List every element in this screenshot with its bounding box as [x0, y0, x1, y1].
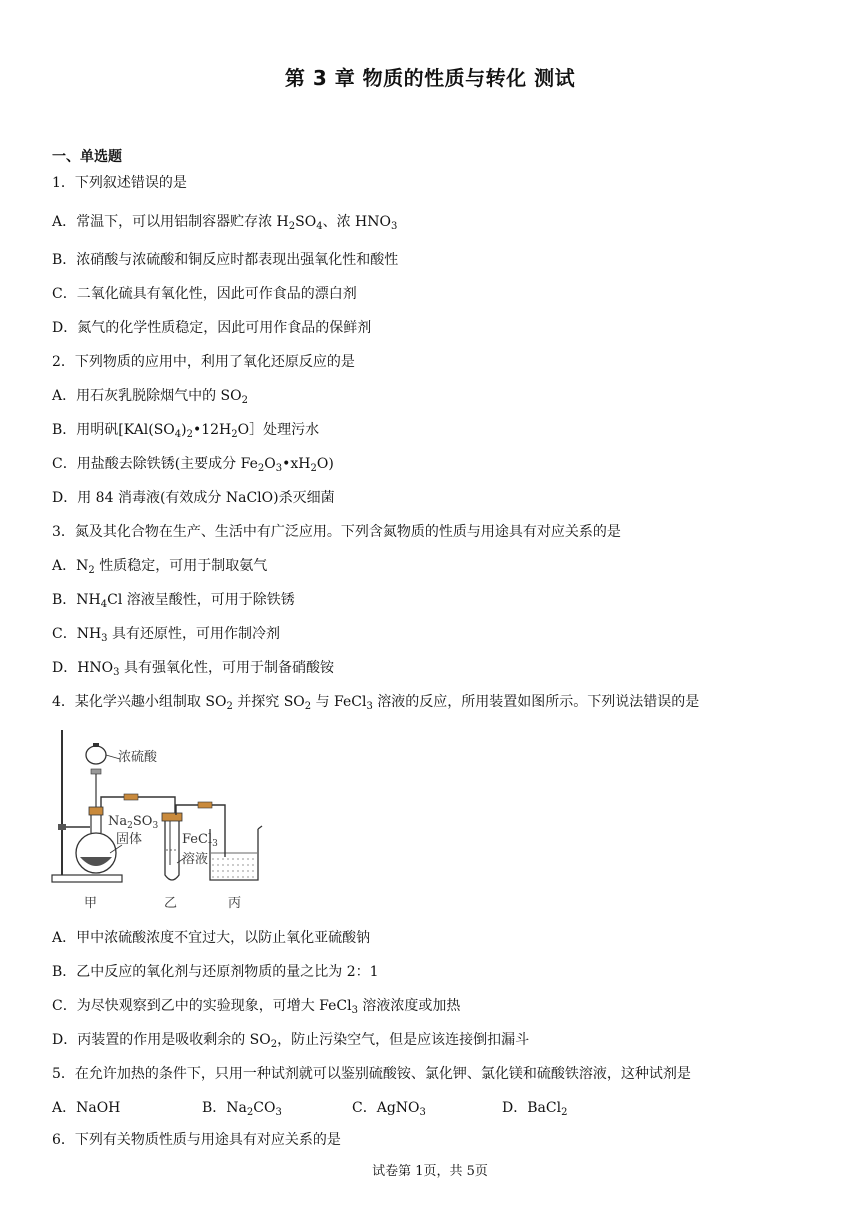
separatory-funnel: [86, 746, 106, 764]
label-concentrated-sulfuric-acid: 浓硫酸: [118, 750, 158, 765]
question-5-option-b: B．$Na_2CO_3$: [202, 1100, 282, 1118]
question-1-stem: 1．下列叙述错误的是: [52, 175, 187, 191]
tube-stopper: [162, 813, 182, 821]
beaker: [210, 829, 258, 880]
question-2-stem: 2．下列物质的应用中，利用了氧化还原反应的是: [52, 354, 355, 370]
question-1-option-b: B．浓硝酸与浓硫酸和铜反应时都表现出强氧化性和酸性: [52, 252, 399, 268]
funnel-stopcock: [91, 769, 101, 774]
stand-base: [52, 875, 122, 882]
label-fecl3: FeCl$_3$: [182, 832, 218, 849]
question-1-option-c: C．二氧化硫具有氧化性，因此可作食品的漂白剂: [52, 286, 357, 302]
question-2-option-c: C．用盐酸去除铁锈(主要成分 $Fe_2O_3•xH_2O$): [52, 456, 334, 474]
question-2-option-d: D．用 84 消毒液(有效成分 NaClO)杀灭细菌: [52, 490, 335, 506]
label-jia: 甲: [84, 896, 98, 911]
question-4-option-d: D．丙装置的作用是吸收剩余的 $SO_2$，防止污染空气，但是应该连接倒扣漏斗: [52, 1032, 530, 1050]
label-solution: 溶液: [182, 852, 209, 867]
question-4-option-b: B．乙中反应的氧化剂与还原剂物质的量之比为 2：1: [52, 964, 379, 980]
question-1-option-d: D．氮气的化学性质稳定，因此可用作食品的保鲜剂: [52, 320, 372, 336]
label-bing: 丙: [228, 896, 242, 911]
question-5-stem: 5．在允许加热的条件下，只用一种试剂就可以鉴别硫酸铵、氯化钾、氯化镁和硫酸铁溶液，这种试剂是: [52, 1066, 691, 1082]
flask-stopper: [89, 807, 103, 815]
question-5-option-d: D．BaCl$_2$: [502, 1100, 568, 1118]
apparatus-figure: [50, 725, 270, 915]
delivery-tube-2: [176, 805, 225, 857]
page-footer: 试卷第 1页，共 5页: [372, 1164, 488, 1179]
question-2-option-a: A．用石灰乳脱除烟气中的 $SO_2$: [52, 388, 249, 406]
question-3-option-c: C．$NH_3$ 具有还原性，可用作制冷剂: [52, 626, 280, 644]
question-4-option-c: C．为尽快观察到乙中的实验现象，可增大 FeCl$_3$ 溶液浓度或加热: [52, 998, 461, 1016]
section-heading: 一、单选题: [52, 149, 122, 165]
label-yi: 乙: [164, 896, 178, 911]
page-title: 第 3 章 物质的性质与转化 测试: [284, 66, 576, 90]
label-solid: 固体: [116, 832, 143, 847]
question-6-stem: 6．下列有关物质性质与用途具有对应关系的是: [52, 1132, 341, 1148]
question-5-option-a: A．NaOH: [52, 1100, 121, 1116]
na2so3-solid: [80, 857, 112, 866]
question-1-option-a: A．常温下，可以用铝制容器贮存浓 $H_2SO_4$、浓 $HNO_3$: [52, 214, 398, 232]
label-na2so3: $Na_2SO_3$: [108, 814, 159, 831]
question-4-option-a: A．甲中浓硫酸浓度不宜过大，以防止氧化亚硫酸钠: [52, 930, 371, 946]
question-3-stem: 3．氮及其化合物在生产、生活中有广泛应用。下列含氮物质的性质与用途具有对应关系的是: [52, 524, 621, 540]
apparatus-diagram: [50, 725, 270, 915]
question-3-option-b: B．$NH_4Cl$ 溶液呈酸性，可用于除铁锈: [52, 592, 295, 610]
question-3-option-a: A．$N_2$ 性质稳定，可用于制取氨气: [52, 558, 268, 576]
question-2-option-b: B．用明矾[$KAl(SO_4)_2•12H_2O]$处理污水: [52, 422, 320, 440]
question-4-stem: 4．某化学兴趣小组制取 $SO_2$ 并探究 $SO_2$ 与 FeCl$_3$ 溶液的反应，所用装置如图所示。下列说法错误的是: [52, 694, 700, 712]
clamp-knob: [58, 824, 66, 830]
test-tube: [165, 819, 179, 880]
question-3-option-d: D．$HNO_3$ 具有强氧化性，可用于制备硝酸铵: [52, 660, 334, 678]
question-5-option-c: C．AgNO$_3$: [352, 1100, 426, 1118]
